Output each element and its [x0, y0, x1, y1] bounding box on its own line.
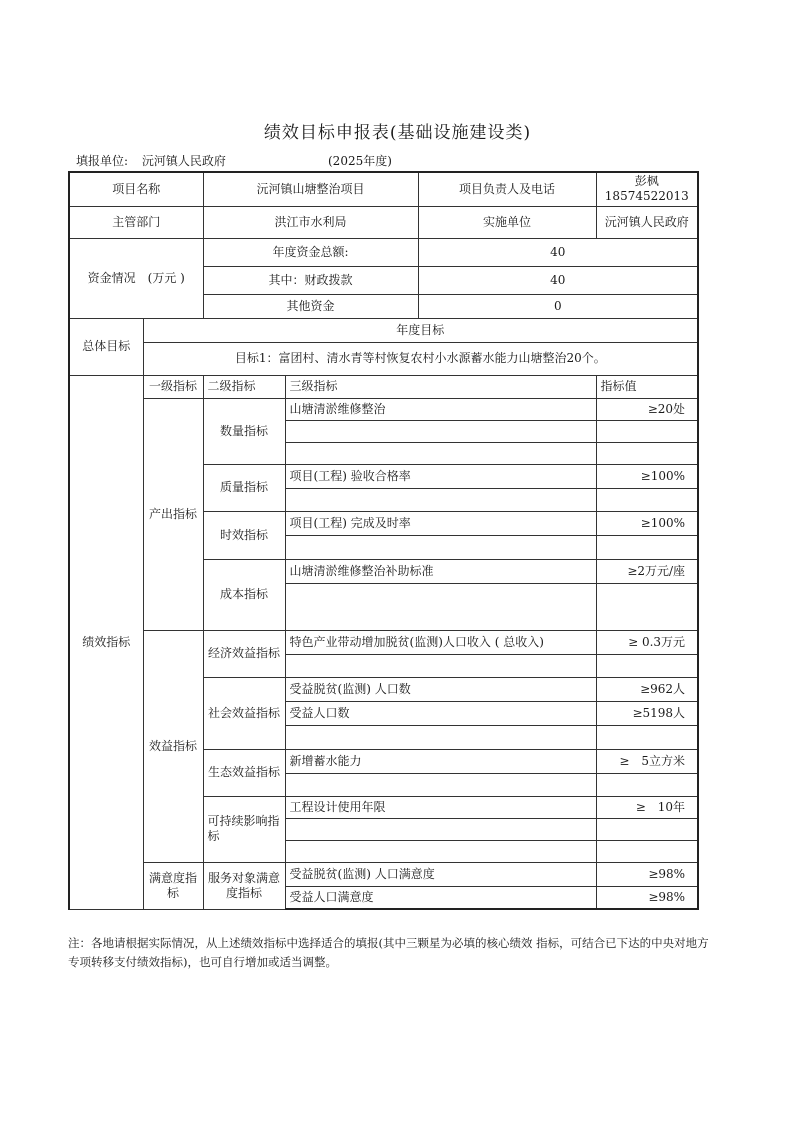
perf-h1: 一级指标 — [143, 375, 203, 398]
e1-value: ≥ 0.3万元 — [596, 630, 698, 654]
row-funds-total — [69, 238, 698, 266]
timeliness-label: 时效指标 — [203, 511, 285, 559]
ql1-name: 项目(工程) 验收合格率 — [285, 464, 596, 488]
funds-other-value: 0 — [418, 294, 698, 318]
quantity-label: 数量指标 — [203, 398, 285, 464]
funds-other-label: 其他资金 — [203, 294, 418, 318]
m2-value: ≥98% — [596, 886, 698, 909]
owner-label: 项目负责人及电话 — [418, 172, 596, 206]
t1-name: 项目(工程) 完成及时率 — [285, 511, 596, 535]
impl-value: 沅河镇人民政府 — [596, 206, 698, 238]
footnote: 注：各地请根据实际情况，从上述绩效指标中选择适合的填报(其中三颗星为必填的核心绩效 指标，可结合已下达的中央对地方专项转移支付绩效指标)，也可自行增加或适当调整。 — [68, 936, 709, 969]
row-goal-text — [69, 342, 698, 375]
perf-h4: 指标值 — [596, 375, 698, 398]
performance-form-table — [68, 171, 699, 910]
funds-label: 资金情况 (万元 ) — [69, 238, 203, 318]
su1-name: 工程设计使用年限 — [285, 796, 596, 818]
m1-name: 受益脱贫(监测) 人口满意度 — [285, 862, 596, 886]
s2-name: 受益人口数 — [285, 701, 596, 725]
su1-value: ≥ 10年 — [596, 796, 698, 818]
q1-value: ≥20处 — [596, 398, 698, 420]
impl-label: 实施单位 — [418, 206, 596, 238]
project-name-value: 沅河镇山塘整治项目 — [203, 172, 418, 206]
page-title: 绩效目标申报表(基础设施建设类) — [263, 123, 532, 143]
output-label: 产出指标 — [143, 398, 203, 630]
q1-name: 山塘清淤维修整治 — [285, 398, 596, 420]
s2-value: ≥5198人 — [596, 701, 698, 725]
perf-h3: 三级指标 — [285, 375, 596, 398]
ql1-value: ≥100% — [596, 464, 698, 488]
m2-name: 受益人口满意度 — [285, 886, 596, 909]
e1-name: 特色产业带动增加脱贫(监测)人口收入 ( 总收入) — [285, 630, 596, 654]
c1-name: 山塘清淤维修整治补助标准 — [285, 559, 596, 583]
funds-total-label: 年度资金总额: — [203, 238, 418, 266]
row-perf-header — [69, 375, 698, 398]
t1-value: ≥100% — [596, 511, 698, 535]
row-project-name — [69, 172, 698, 206]
cost-label: 成本指标 — [203, 559, 285, 630]
funds-total-value: 40 — [418, 238, 698, 266]
fill-year: (2025年度) — [328, 154, 392, 168]
fill-unit-label: 填报单位: — [76, 154, 129, 168]
m1-value: ≥98% — [596, 862, 698, 886]
c1-value: ≥2万元/座 — [596, 559, 698, 583]
economic-label: 经济效益指标 — [203, 630, 285, 677]
eco1-value: ≥ 5立方米 — [596, 749, 698, 773]
row-economic-1 — [69, 630, 698, 654]
benefit-label: 效益指标 — [143, 630, 203, 862]
row-quantity-1 — [69, 398, 698, 420]
eco1-name: 新增蓄水能力 — [285, 749, 596, 773]
quality-label: 质量指标 — [203, 464, 285, 511]
perf-label: 绩效指标 — [69, 375, 143, 909]
satisfaction-sub-label: 服务对象满意度指标 — [203, 862, 285, 909]
goal-text: 目标1：富团村、清水青等村恢复农村小水源蓄水能力山塘整治20个。 — [143, 342, 698, 375]
funds-fiscal-label: 其中：财政拨款 — [203, 266, 418, 294]
social-label: 社会效益指标 — [203, 677, 285, 749]
fill-unit-value: 沅河镇人民政府 — [141, 154, 226, 168]
funds-fiscal-value: 40 — [418, 266, 698, 294]
fill-unit — [76, 152, 226, 169]
row-satisfaction-1 — [69, 862, 698, 886]
dept-label: 主管部门 — [69, 206, 203, 238]
goal-header: 年度目标 — [143, 318, 698, 342]
sustain-label: 可持续影响指标 — [203, 796, 285, 862]
project-name-label: 项目名称 — [69, 172, 203, 206]
ecological-label: 生态效益指标 — [203, 749, 285, 796]
satisfaction-label: 满意度指标 — [143, 862, 203, 909]
row-dept — [69, 206, 698, 238]
s1-value: ≥962人 — [596, 677, 698, 701]
s1-name: 受益脱贫(监测) 人口数 — [285, 677, 596, 701]
owner-value: 彭枫18574522013 — [596, 172, 698, 206]
dept-value: 洪江市水利局 — [203, 206, 418, 238]
perf-h2: 二级指标 — [203, 375, 285, 398]
goal-label: 总体目标 — [69, 318, 143, 375]
row-goal-header — [69, 318, 698, 342]
